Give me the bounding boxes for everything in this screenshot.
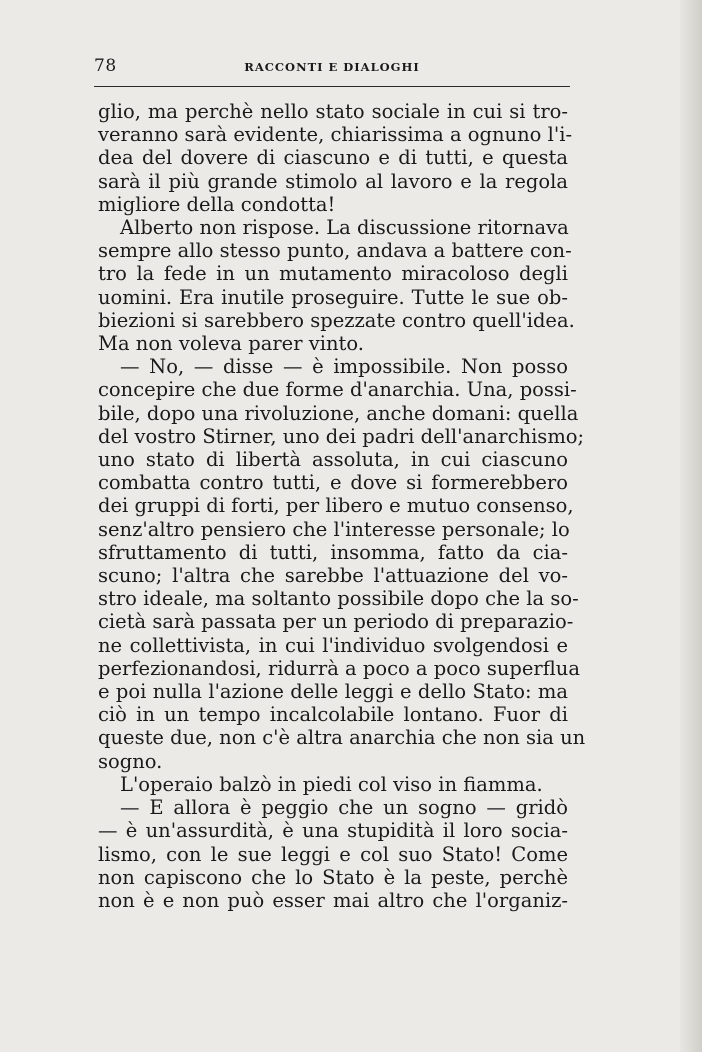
text-line: uno stato di libertà assoluta, in cui ciascuno	[98, 448, 568, 472]
page-header	[94, 56, 570, 80]
paragraph	[98, 355, 586, 773]
header-rule	[94, 86, 570, 87]
text-line: migliore della condotta!	[98, 192, 336, 216]
text-line: uomini. Era inutile proseguire. Tutte le sue ob-	[98, 285, 568, 309]
text-line: veranno sarà evidente, chiarissima a ognuno l'i-	[98, 123, 573, 147]
text-line: del vostro Stirner, uno dei padri dell'anarchismo;	[98, 424, 585, 448]
text-line: queste due, non c'è altra anarchia che non sia un	[98, 726, 586, 750]
body-text	[98, 100, 586, 912]
page-gutter	[680, 0, 702, 1052]
text-line: dea del dovere di ciascuno e di tutti, e questa	[98, 146, 568, 170]
text-line: lismo, con le sue leggi e col suo Stato! Come	[98, 842, 568, 866]
text-line: ne collettivista, in cui l'individuo svolgendosi e	[98, 633, 568, 657]
text-line: — No, — disse — è impossibile. Non posso	[120, 355, 568, 379]
text-line: — è un'assurdità, è una stupidità il loro socia-	[98, 819, 568, 843]
text-line: concepire che due forme d'anarchia. Una, possi-	[98, 378, 577, 402]
text-line: Alberto non rispose. La discussione ritornava	[120, 216, 569, 240]
text-line: senz'altro pensiero che l'interesse personale; lo	[98, 517, 570, 541]
page-number: 78	[94, 56, 117, 76]
paragraph	[98, 216, 575, 356]
text-line: combatta contro tutti, e dove si formerebbero	[98, 471, 568, 495]
text-line: sarà il più grande stimolo al lavoro e la regola	[98, 169, 568, 193]
text-line: tro la fede in un mutamento miracoloso degli	[98, 262, 568, 286]
running-title: RACCONTI E DIALOGHI	[244, 60, 420, 74]
text-line: biezioni si sarebbero spezzate contro quell'idea.	[98, 308, 575, 332]
text-line: non è e non può esser mai altro che l'organiz-	[98, 888, 568, 912]
text-line: scuno; l'altra che sarebbe l'attuazione del vo-	[98, 564, 568, 588]
paragraph	[98, 796, 568, 912]
text-line: sfruttamento di tutti, insomma, fatto da cia-	[98, 540, 568, 564]
text-line: glio, ma perchè nello stato sociale in cui si tro-	[98, 100, 568, 123]
text-line: ciò in un tempo incalcolabile lontano. Fuor di	[98, 703, 568, 727]
text-line: perfezionandosi, ridurrà a poco a poco superflua	[98, 656, 580, 680]
text-line: Ma non voleva parer vinto.	[98, 332, 364, 356]
text-line: L'operaio balzò in piedi col viso in fiamma.	[120, 772, 543, 796]
text-line: stro ideale, ma soltanto possibile dopo che la so-	[98, 587, 579, 611]
text-line: bile, dopo una rivoluzione, anche domani: quella	[98, 401, 579, 425]
text-line: sogno.	[98, 749, 163, 773]
paragraph	[98, 100, 573, 216]
text-line: cietà sarà passata per un periodo di preparazio-	[98, 610, 574, 634]
text-line: e poi nulla l'azione delle leggi e dello Stato: ma	[98, 680, 568, 704]
text-line: non capiscono che lo Stato è la peste, perchè	[98, 865, 568, 889]
text-line: dei gruppi di forti, per libero e mutuo consenso,	[98, 494, 574, 518]
text-line: sempre allo stesso punto, andava a battere con-	[98, 239, 572, 263]
paragraph	[98, 773, 568, 796]
text-line: — E allora è peggio che un sogno — gridò	[120, 796, 568, 820]
